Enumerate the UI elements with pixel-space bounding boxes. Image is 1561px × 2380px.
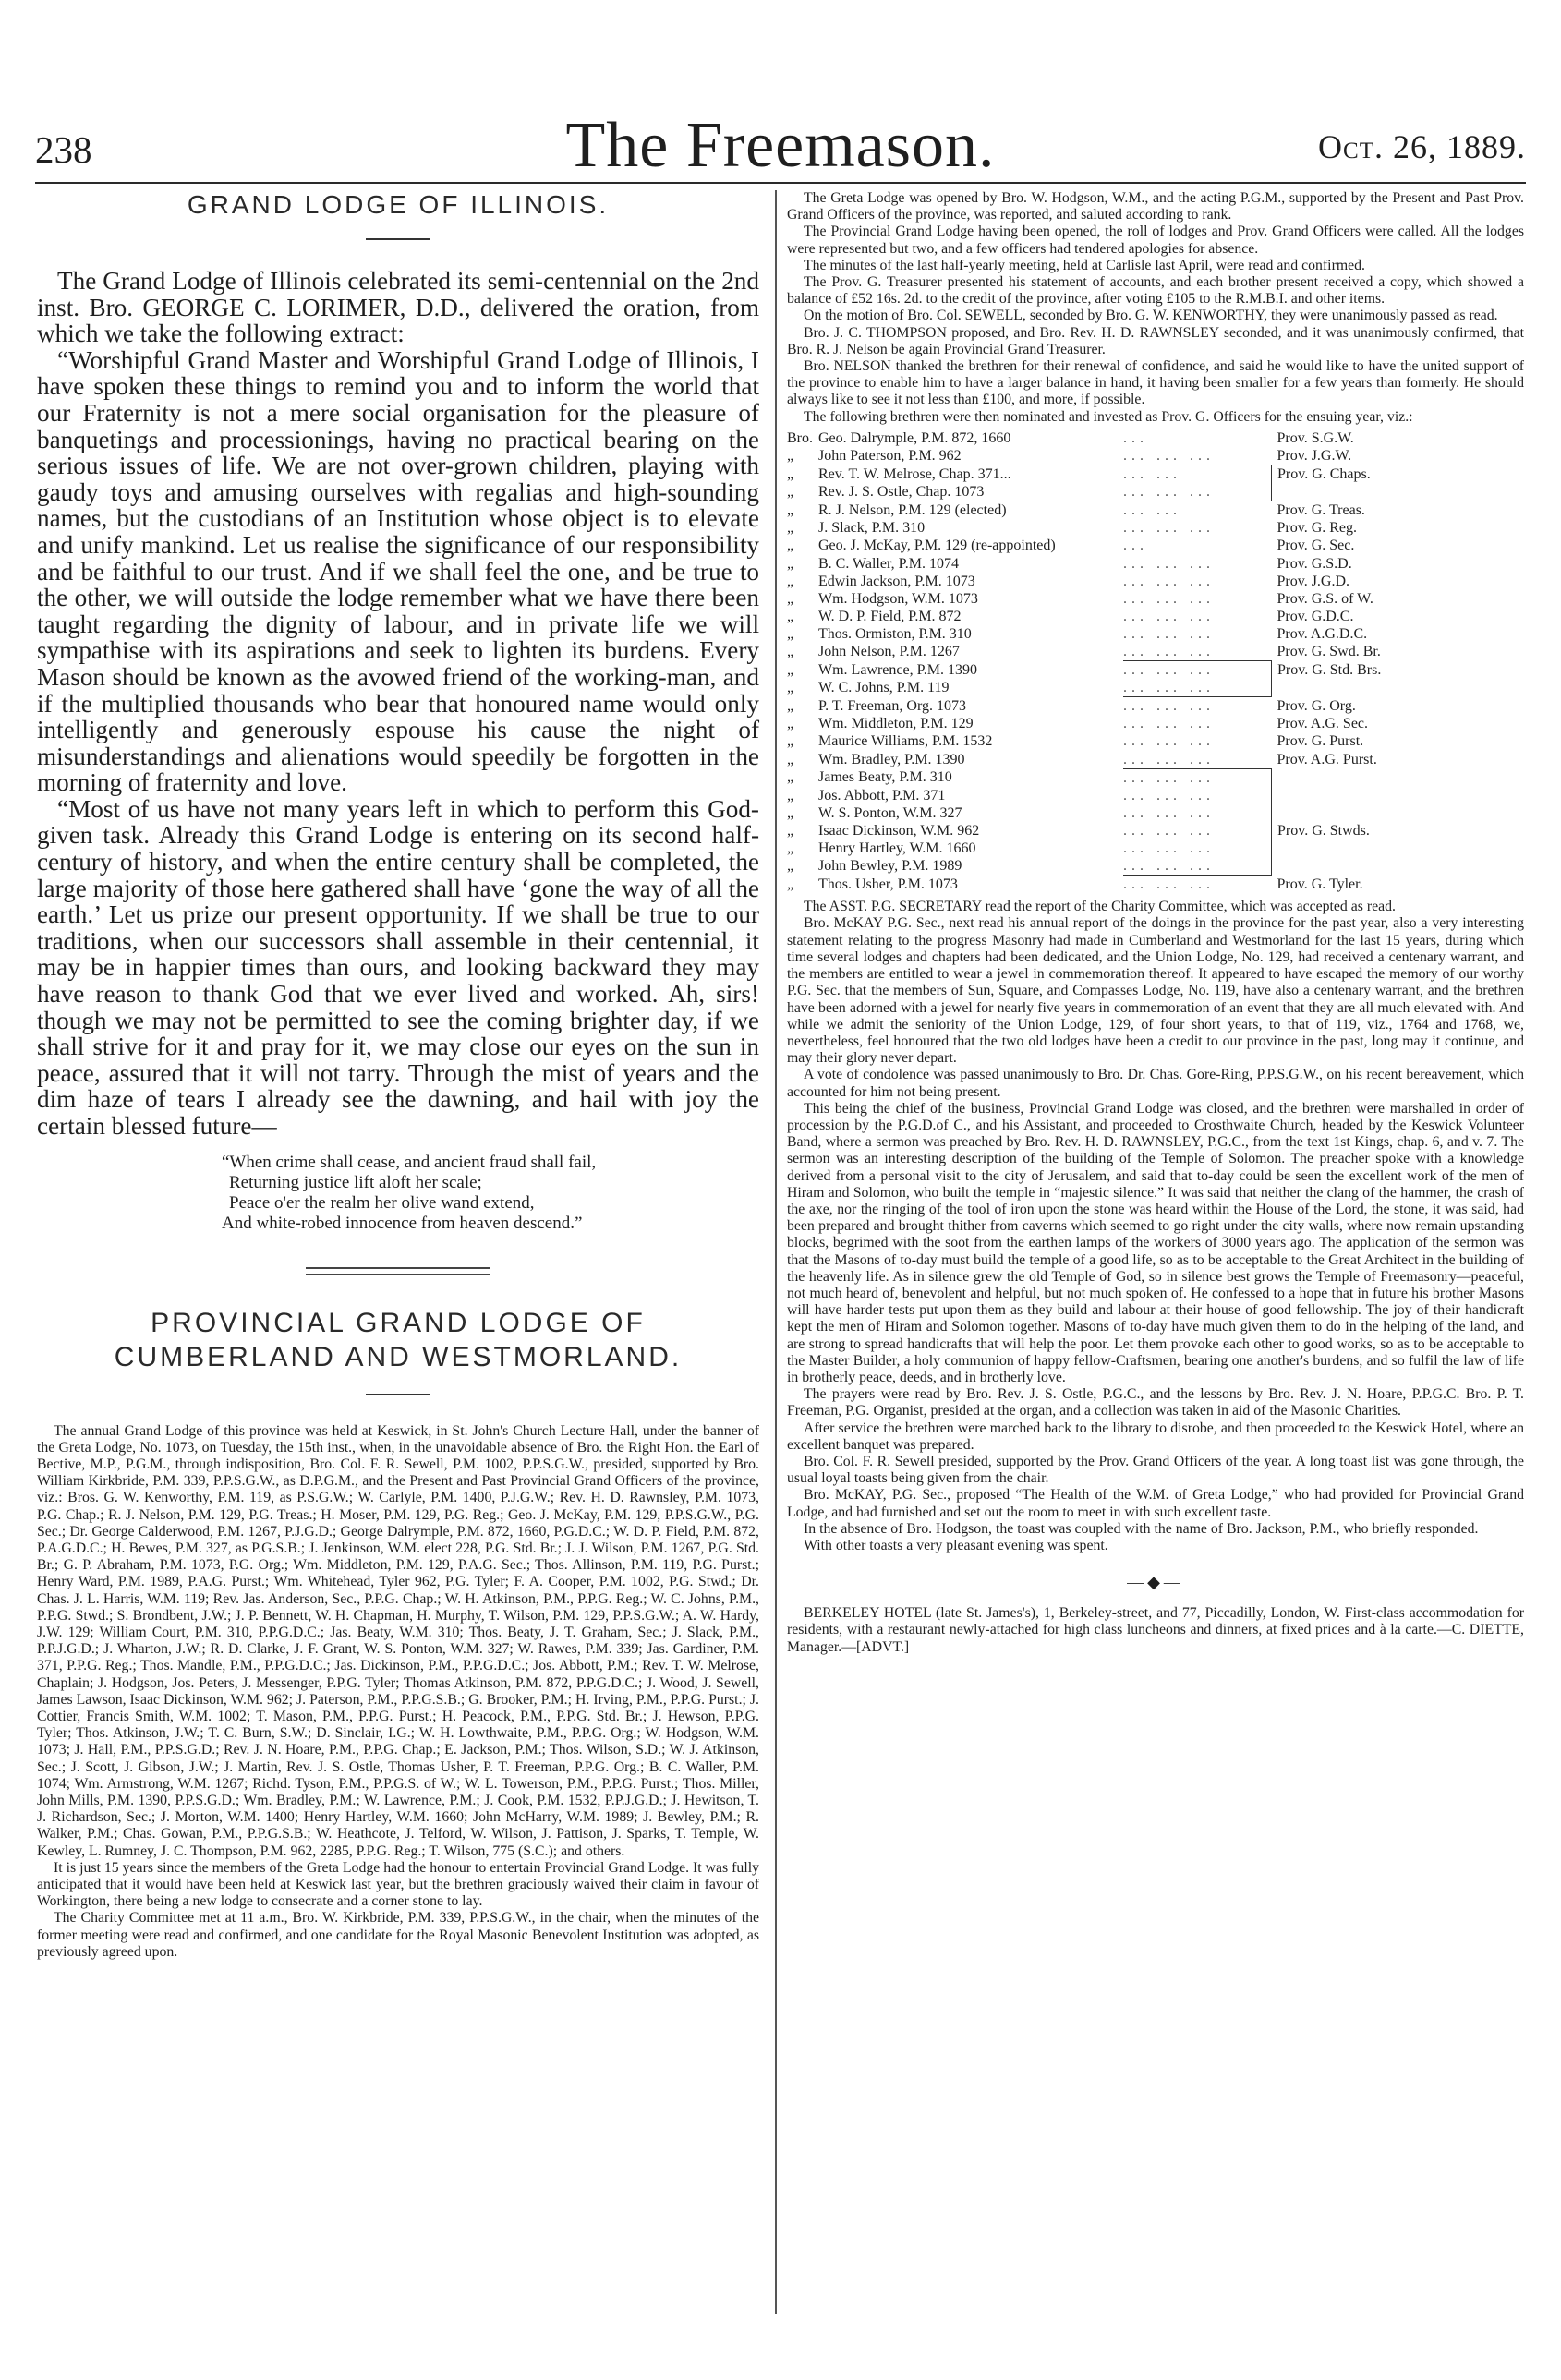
column-rule: [775, 190, 777, 2314]
leader-dots: ... ... ...: [1123, 447, 1215, 464]
officer-prefix: „: [787, 769, 794, 786]
article-paragraph: “Most of us have not many years left in which to perform this God-given task. Already this Grand Lodge is entering on its second half-century of history, and when the entire century shall be completed, the large majority of those here gathered shall have ‘gone the way of all the earth.’ Let us prize our present opportunity. If we shall be true to our traditions, when our successors shall assemble in their centennial, it may be in happier times than ours, and looking backward they may have reason to thank God that we ever lived and worked. Ah, sirs! though we may not be permitted to see the coming brighter day, if we shall strive for it and pray for it, we may close our eyes on the sun in peace, assured that it will not tarry. Through the mist of years and the dim haze of tears I already see the dawning, and hail with joy the certain blessed future—: [37, 794, 759, 1140]
officer-office: Prov. G. Treas.: [1277, 501, 1365, 518]
verse-line: Returning justice lift aloft her scale;: [229, 1172, 482, 1192]
officer-row: [787, 697, 1524, 716]
officer-row: [787, 715, 1524, 732]
officer-name: Wm. Lawrence, P.M. 1390: [818, 661, 977, 678]
officer-row: [787, 822, 1524, 840]
cumberland-article-body-right: [787, 190, 1524, 426]
officer-prefix: „: [787, 840, 794, 856]
article-paragraph: The Charity Committee met at 11 a.m., Bro. W. Kirkbride, P.M. 339, P.P.S.G.W., in the chair, when the minutes of the former meeting were read and confirmed, and one candidate for the Royal Masonic Benevolent Institution was adopted, as previously agreed upon.: [37, 1910, 759, 1960]
newspaper-title: The Freemason.: [565, 110, 996, 181]
article-paragraph: Bro. J. C. THOMPSON proposed, and Bro. Rev. H. D. RAWNSLEY seconded, and it was unanimously confirmed, that Bro. R. J. Nelson be again Provincial Grand Treasurer.: [787, 324, 1524, 357]
verse-line: And white-robed innocence from heaven descend.”: [222, 1213, 583, 1233]
heading-rule: [366, 1394, 430, 1395]
officer-name: Jos. Abbott, P.M. 371: [818, 787, 946, 803]
article-paragraph: In the absence of Bro. Hodgson, the toast was coupled with the name of Bro. Jackson, P.M., who briefly responded.: [804, 1520, 1479, 1537]
officer-prefix: „: [787, 698, 794, 714]
article-paragraph: After service the brethren were marched back to the library to disrobe, and then proceeded to the Keswick Hotel, where an excellent banquet was prepared.: [787, 1420, 1524, 1453]
officer-office: Prov. A.G. Sec.: [1277, 716, 1369, 732]
officer-name: W. S. Ponton, W.M. 327: [818, 804, 962, 821]
officer-name: John Bewley, P.M. 1989: [818, 858, 962, 875]
officer-name: Wm. Hodgson, W.M. 1073: [818, 590, 978, 607]
officer-office: [1272, 857, 1525, 876]
officer-row: [787, 501, 1524, 520]
officer-prefix: „: [787, 573, 794, 589]
officer-row: [787, 804, 1524, 822]
officer-office: Prov. S.G.W.: [1277, 429, 1354, 446]
article-heading-cumberland-line1: PROVINCIAL GRAND LODGE OF: [151, 1307, 646, 1338]
article-paragraph: “Worshipful Grand Master and Worshipful Grand Lodge of Illinois, I have spoken these things to remind you and to inform the world that our Fraternity is not a mere social organisation for the pleasure of banquetings and processionings, having no practical bearing on the serious issues of life. We are not over-grown children, playing with gaudy toys and amusing ourselves with regalias and high-sounding names, but the custodians of an Institution whose object is to elevate and unify mankind. Let us realise the significance of our responsibility and be faithful to our trust. And if we shall feel the one, and be true to the other, we will outside the lodge remember what we have there been taught regarding the dignity of labour, and in private life we will sympathise with its aspirations and seek to lighten its burdens. Every Mason should be known as the avowed friend of the working-man, and if the multiplied thousands who bear that honoured name would only intelligently and generously espouse his cause the night of misunderstandings and alienations would speedily be forgotten in the morning of fraternity and love.: [37, 345, 759, 797]
cumberland-article-body-left: [37, 1423, 759, 1962]
leader-dots: ... ... ...: [1123, 555, 1215, 572]
masthead-rule: [35, 182, 1526, 184]
article-paragraph: The annual Grand Lodge of this province was held at Keswick, in St. John's Church Lecture Hall, under the banner of the Greta Lodge, No. 1073, on Tuesday, the 15th inst., when, in the unavoidable absence of Bro. the Right Hon. the Earl of Bective, M.P., P.G.M., through indisposition, Bro. Col. F. R. Sewell, P.M. 1002, P.P.S.G.W., presided, supported by Bro. William Kirkbride, P.M. 339, P.P.S.G.W., as D.P.G.M., and the Present and Past Provincial Grand Officers of the province, viz.: Bros. G. W. Kenworthy, P.M. 119, as P.S.G.W.; W. Carlyle, P.M. 1400, P.J.G.W.; Rev. H. D. Rawnsley, P.M. 1073, P.G. Chap.; R. J. Nelson, P.M. 129, P.G. Treas.; H. Moser, P.M. 129, P.G. Reg.; Geo. J. McKay, P.M. 129, P.P.S.G.W., P.G. Sec.; Dr. George Calderwood, P.M. 1267, P.J.G.D.; George Dalrymple, P.M. 872, 1660, P.G.D.C.; W. D. P. Field, P.M. 872, P.A.G.D.C.; H. Bewes, P.M. 327, as P.G.S.B.; J. Jenkinson, W.M. elect 228, P.G. Std. Br.; J. J. Wilson, P.M. 1267, P.G. Std. Br.; G. P. Abraham, P.M. 1073, P.G. Org.; Wm. Middleton, P.M. 129, P.A.G. Sec.; Thos. Allinson, P.M. 119, P.G. Purst.; Henry Ward, P.M. 1989, P.A.G. Purst.; Wm. Whitehead, Tyler 962, P.G. Tyler; F. A. Cooper, P.M. 1002, P.G. Stwd.; Dr. Chas. J. L. Harris, W.M. 119; Rev. Jas. Anderson, Sec., P.P.G. Chap.; W. H. Atkinson, P.M., P.P.G. Reg.; W. C. Johns, P.M., P.P.G. Stwd.; S. Brondbent, J.W.; J. P. Bennett, W. H. Chapman, H. Murphy, T. Wilson, P.M. 129, P.P.S.G.W.; A. W. Hardy, J.W. 129; William Court, P.M. 310, P.P.G.D.C.; Jas. Beaty, W.M. 310; Thos. Beaty, J. T. Graham, Sec.; J. Slack, P.M., P.P.J.G.D.; J. Wharton, J.W.; R. D. Clarke, J. F. Grant, W. S. Ponton, W.M. 327; W. Rawes, P.M. 339; Jas. Gardiner, P.M. 371, P.P.G. Reg.; Thos. Mandle, P.M., P.P.G.D.C.; Jas. Dickinson, P.M., P.P.G.D.C.; Jos. Abbott, P.M.; Rev. T. W. Melrose, Chaplain; J. Hodgson, Jos. Peters, J. Messenger, P.P.G. Tyler; Thomas Atkinson, P.M. 872, P.P.G.D.C.; J. Wood, J. Sewell, James Lawson, Isaac Dickinson, W.M. 962; J. Paterson, P.M., P.P.G.S.B.; G. Brooker, P.M.; H. Irving, P.M., P.P.G. Purst.; J. Cottier, Francis Smith, W.M. 1002; T. Mason, P.M., P.P.G. Purst.; H. Peacock, P.M., P.P.G. Std. Br.; J. Hewson, P.P.G. Tyler; Thos. Atkinson, J.W.; T. C. Burn, S.W.; D. Sinclair, I.G.; W. H. Lowthwaite, P.M., P.P.G. Org.; W. Hodgson, W.M. 1073; J. Hall, P.M., P.P.S.G.D.; Rev. J. N. Hoare, P.M., P.P.G. Chap.; E. Jackson, P.M.; Thos. Wilson, S.D.; W. J. Atkinson, Sec.; J. Scott, J. Gibson, J.W.; J. Martin, Rev. J. S. Ostle, Thomas Usher, P. T. Freeman, P.P.G. Org.; B. C. Waller, P.M. 1074; Wm. Armstrong, W.M. 1267; Richd. Tyson, P.M., P.P.G.S. of W.; W. L. Towerson, P.M., P.P.G. Purst.; Thos. Miller, John Mills, P.M. 1390, P.P.S.G.D.; Wm. Bradley, P.M.; W. Lawrence, P.M.; J. Cook, P.M. 1532, P.P.J.G.D.; J. Hewitson, T. J. Richardson, Sec.; J. Morton, W.M. 1400; Henry Hartley, W.M. 1660; John McHarry, W.M. 1989; J. Bewley, P.M.; R. Walker, P.M.; Chas. Gowan, P.M., P.P.G.S.B.; W. Heathcote, J. Telford, W. Wilson, J. Pattison, J. Sparks, T. Temple, W. Kewley, L. Rumney, J. C. Thompson, P.M. 962, 2285, P.P.G. Reg.; T. Wilson, 775 (S.C.); and others.: [37, 1422, 759, 1859]
leader-dots: ... ... ...: [1123, 643, 1215, 659]
officer-prefix: „: [787, 733, 794, 750]
article-paragraph: A vote of condolence was passed unanimously to Bro. Dr. Chas. Gore-Ring, P.P.S.G.W., on his recent bereavement, which accounted for him not being present.: [787, 1067, 1524, 1100]
officer-prefix: „: [787, 858, 794, 875]
officer-prefix: „: [787, 555, 794, 572]
officer-office: Prov. G.S.D.: [1277, 555, 1352, 572]
officer-office: Prov. G. Chaps.: [1277, 465, 1371, 482]
officer-office: Prov. G. Sec.: [1277, 538, 1355, 554]
officer-prefix: „: [787, 608, 794, 624]
officer-row: [787, 751, 1524, 769]
officer-office: [1272, 840, 1525, 857]
officer-name: Geo. J. McKay, P.M. 129 (re-appointed): [818, 538, 1056, 554]
leader-dots: ... ... ...: [1123, 822, 1272, 840]
officer-row: [787, 661, 1524, 680]
article-paragraph: The Prov. G. Treasurer presented his statement of accounts, and each brother present received a copy, which showed a balance of £52 16s. 2d. to the credit of the province, after voting £105 to the R.M.B.I. and other items.: [787, 274, 1524, 308]
heading-rule: [366, 238, 430, 240]
officer-row: [787, 840, 1524, 857]
leader-dots: ... ... ...: [1123, 520, 1215, 537]
officer-row: [787, 429, 1524, 447]
officer-prefix: „: [787, 751, 794, 767]
leader-dots: ... ... ...: [1123, 679, 1272, 697]
leader-dots: ... ... ...: [1123, 751, 1215, 767]
article-paragraph: Bro. McKAY, P.G. Sec., proposed “The Health of the W.M. of Greta Lodge,” who had provided for Provincial Grand Lodge, and had furnished and set out the room to meet in with such excellent taste.: [787, 1487, 1524, 1520]
article-paragraph: The Grand Lodge of Illinois celebrated its semi-centennial on the 2nd inst. Bro. GEORGE C. LORIMER, D.D., delivered the oration, from which we take the following extract:: [37, 267, 759, 348]
leader-dots: ... ... ...: [1123, 573, 1215, 589]
officer-row: [787, 465, 1524, 484]
officer-office: Prov. G. Purst.: [1277, 733, 1364, 750]
article-paragraph: The Greta Lodge was opened by Bro. W. Hodgson, W.M., and the acting P.G.M., supported by the Present and Past Prov. Grand Officers of the province, was reported, and saluted according to rank.: [787, 190, 1524, 224]
officer-prefix: „: [787, 484, 794, 501]
officer-name: Henry Hartley, W.M. 1660: [818, 840, 976, 856]
officer-row: [787, 787, 1524, 804]
officer-prefix: „: [787, 644, 794, 660]
officer-row: [787, 857, 1524, 876]
officer-row: [787, 447, 1524, 465]
leader-dots: ... ... ...: [1123, 716, 1215, 732]
officer-name: W. C. Johns, P.M. 119: [818, 680, 950, 696]
leader-dots: ... ... ...: [1123, 661, 1272, 680]
officer-row: [787, 732, 1524, 750]
officer-name: Thos. Usher, P.M. 1073: [818, 876, 958, 892]
masthead: [35, 100, 1526, 181]
officer-prefix: „: [787, 465, 794, 482]
leader-dots: ... ... ...: [1123, 857, 1272, 876]
officer-prefix: „: [787, 538, 794, 554]
officer-row: [787, 573, 1524, 590]
verse-line: Peace o'er the realm her olive wand extend,: [229, 1192, 535, 1213]
officer-name: P. T. Freeman, Org. 1073: [818, 698, 966, 714]
section-divider: [306, 1267, 490, 1275]
leader-dots: ... ... ...: [1123, 840, 1272, 857]
officer-row: [787, 519, 1524, 537]
article-paragraph: Bro. Col. F. R. Sewell presided, supported by the Prov. Grand Officers of the year. A long toast list was gone through, the usual loyal toasts being given from the chair.: [787, 1453, 1524, 1487]
leader-dots: ... ...: [1123, 465, 1272, 484]
officer-prefix: „: [787, 625, 794, 642]
officer-office: [1272, 804, 1525, 822]
ornament-divider: —◆—: [1127, 1573, 1184, 1592]
leader-dots: ... ... ...: [1123, 733, 1215, 750]
article-paragraph: The Provincial Grand Lodge having been opened, the roll of lodges and Prov. Grand Officers were called. All the lodges were represented but two, and a few officers had tendered apologies for absence.: [787, 224, 1524, 257]
cumberland-article-body-right-continued: [787, 899, 1524, 1554]
officer-name: W. D. P. Field, P.M. 872: [818, 608, 962, 624]
officer-office: Prov. G. Swd. Br.: [1277, 644, 1381, 660]
officer-prefix: „: [787, 448, 794, 465]
leader-dots: ... ... ...: [1123, 483, 1272, 501]
officer-prefix: „: [787, 520, 794, 537]
officer-row: [787, 625, 1524, 643]
officer-name: James Beaty, P.M. 310: [818, 769, 952, 786]
page-number: 238: [35, 128, 92, 171]
leader-dots: ... ... ...: [1123, 804, 1272, 822]
officer-prefix: „: [787, 661, 794, 678]
officer-name: Maurice Williams, P.M. 1532: [818, 733, 993, 750]
article-paragraph: This being the chief of the business, Provincial Grand Lodge was closed, and the brethren were marshalled in order of procession by the P.G.D.of C., and his Assistant, and proceeded to Crosthwaite Church, headed by the Keswick Volunteer Band, where a sermon was preached by Bro. Rev. H. D. RAWNSLEY, P.G.C., from the text 1st Kings, chap. 6, and v. 7. The sermon was an interesting description of the building of the Temple of Solomon. The preacher spoke with a knowledge derived from a personal visit to the city of Jerusalem, and said that to-day could be seen the excellent work of the men of Hiram and Solomon, who built the temple in “majestic silence.” It was said that neither the clang of the hammer, the crash of the axe, nor the ringing of the tool of iron upon the stone was heard within the House of the Lord, the stone, it was said, had been prepared and brought thither from caverns which seemed to go right under the city walls, where now remain upstanding blocks, begrimed with the soot from the earthen lamps of the workers of 3000 years ago. The application of the sermon was that the Masons of to-day must build the temple of a good life, so as to be acceptable to the Great Architect in the building of the heavenly life. As in silence grew the old Temple of God, so in silence best grows the Temple of Freemasonry—peaceful, not much heard of, benevolent and helpful, but not much spoken of. He confessed to a hope that in future his brother Masons will have harder tests put upon them as they build and labour at their house of good fellowship. The joy of their handicraft kept the men of Hiram and Solomon together. Masons of to-day have much given them to do in the helping of the land, and are strong to spread handicrafts that will help the poor. Let them provoke each other to good works, so as to be acceptable to the Master Builder, a holy communion of happy fellow-Craftsmen, bearing one another's burdens, and so fulfil the law of life in brotherly peace, deeds, and in brotherly love.: [787, 1100, 1524, 1385]
leader-dots: ... ... ...: [1123, 787, 1272, 804]
advert-text: BERKELEY HOTEL (late St. James's), 1, Berkeley-street, and 77, Piccadilly, London, W. First-class accommodation for residents, with a restaurant newly-attached for high class luncheons and dinners, at fixed prices and à la carte.—C. DIETTE, Manager.—[ADVT.]: [787, 1605, 1524, 1655]
officer-row: [787, 876, 1524, 894]
officer-office: Prov. G. Reg.: [1277, 520, 1358, 537]
officer-office: Prov. A.G.D.C.: [1277, 625, 1368, 642]
officer-name: Rev. J. S. Ostle, Chap. 1073: [818, 484, 985, 501]
officer-office: Prov. G. Stwds.: [1277, 822, 1370, 839]
article-paragraph: The following brethren were then nominated and invested as Prov. G. Officers for the ensuing year, viz.:: [804, 408, 1413, 425]
article-paragraph: With other toasts a very pleasant evening was spent.: [804, 1538, 1108, 1553]
officer-row: [787, 679, 1524, 697]
leader-dots: ... ... ...: [1123, 698, 1215, 715]
officer-office: Prov. G. Tyler.: [1277, 876, 1363, 892]
officer-row: [787, 608, 1524, 625]
officer-name: R. J. Nelson, P.M. 129 (elected): [818, 501, 1007, 518]
article-paragraph: The prayers were read by Bro. Rev. J. S. Ostle, P.G.C., and the lessons by Bro. Rev. J. N. Hoare, P.P.G.C. Bro. P. T. Freeman, P.G. Organist, presided at the organ, and a collection was taken in aid of the Masonic Charities.: [787, 1386, 1524, 1420]
officer-office: [1272, 679, 1525, 697]
officer-prefix: „: [787, 680, 794, 696]
officer-prefix: „: [787, 716, 794, 732]
leader-dots: ... ... ...: [1123, 608, 1215, 624]
officer-office: Prov. G.S. of W.: [1277, 590, 1373, 607]
officers-table: [787, 429, 1524, 893]
officer-office: [1272, 483, 1525, 501]
officer-office: [1272, 768, 1525, 787]
officer-name: Isaac Dickinson, W.M. 962: [818, 822, 980, 839]
verse-quotation: [222, 1153, 759, 1234]
leader-dots: ...: [1123, 429, 1148, 446]
advertisement: [787, 1605, 1524, 1656]
article-heading-illinois: GRAND LODGE OF ILLINOIS.: [187, 190, 610, 219]
leader-dots: ... ... ...: [1123, 768, 1272, 787]
article-paragraph: Bro. NELSON thanked the brethren for their renewal of confidence, and said he would like to have the united support of the province to enable him to have a larger balance in hand, it having been smaller for a few years than formerly. He should always like to see it not less than £100, and more, if possible.: [787, 358, 1524, 408]
leader-dots: ... ... ...: [1123, 590, 1215, 607]
officer-name: Geo. Dalrymple, P.M. 872, 1660: [818, 429, 1011, 446]
officer-name: John Paterson, P.M. 962: [818, 448, 962, 465]
article-paragraph: Bro. McKAY P.G. Sec., next read his annual report of the doings in the province for the past year, also a very interesting statement relating to the progress Masonry had made in Cumberland and Westmorland for the last 15 years, during which time several lodges and chapters had been dedicated, and the Union Lodge, No. 129, had received a centenary warrant, and the members are entitled to wear a jewel in commemoration thereof. It appeared to have escaped the memory of our worthy P.G. Sec. that the members of Sun, Square, and Compasses Lodge, No. 119, have also a centenary warrant, and the brethren have been adorned with a jewel for nearly five years in commemoration of an event that they are all much elevated with. And while we admit the seniority of the Union Lodge, 129, of four short years, to that of 119, viz., 1764 and 1768, we, nevertheless, feel honoured that the two old lodges have been a credit to our province in the past, long may it continue, and may their glory never depart.: [787, 915, 1524, 1067]
officer-office: Prov. G.D.C.: [1277, 608, 1354, 624]
article-heading-cumberland-line2: CUMBERLAND AND WESTMORLAND.: [114, 1342, 683, 1373]
officer-office: Prov. A.G. Purst.: [1277, 751, 1377, 767]
illinois-article-body: [37, 268, 759, 1140]
officer-row: [787, 643, 1524, 661]
leader-dots: ... ...: [1123, 502, 1181, 519]
officer-row: [787, 483, 1524, 501]
left-column: [37, 190, 759, 1961]
officer-office: Prov. J.G.W.: [1277, 448, 1352, 465]
officer-name: Edwin Jackson, P.M. 1073: [818, 573, 975, 589]
officer-name: John Nelson, P.M. 1267: [818, 644, 960, 660]
article-paragraph: It is just 15 years since the members of the Greta Lodge had the honour to entertain Provincial Grand Lodge. It was fully anticipated that it would have been held at Keswick last year, but the brethren graciously waived their claim in favour of Workington, there being a new lodge to consecrate and a corner stone to lay.: [37, 1859, 759, 1910]
officer-row: [787, 768, 1524, 787]
officer-name: Wm. Bradley, P.M. 1390: [818, 751, 965, 767]
issue-date: Oct. 26, 1889.: [1318, 128, 1526, 165]
officer-prefix: Bro.: [787, 429, 813, 446]
officer-office: Prov. J.G.D.: [1277, 573, 1350, 589]
right-column: [787, 190, 1524, 1656]
officer-name: Thos. Ormiston, P.M. 310: [818, 625, 972, 642]
officer-prefix: „: [787, 501, 794, 518]
article-paragraph: The minutes of the last half-yearly meeting, held at Carlisle last April, were read and confirmed.: [804, 257, 1365, 273]
officer-name: Wm. Middleton, P.M. 129: [818, 716, 974, 732]
leader-dots: ... ... ...: [1123, 625, 1215, 642]
officer-office: Prov. G. Org.: [1277, 698, 1356, 714]
officer-row: [787, 590, 1524, 608]
officer-prefix: „: [787, 804, 794, 821]
officer-row: [787, 555, 1524, 573]
officer-prefix: „: [787, 787, 794, 803]
officer-office: [1272, 787, 1525, 804]
officer-name: Rev. T. W. Melrose, Chap. 371...: [818, 465, 1011, 482]
officer-name: J. Slack, P.M. 310: [818, 520, 926, 537]
article-paragraph: On the motion of Bro. Col. SEWELL, seconded by Bro. G. W. KENWORTHY, they were unanimously passed as read.: [804, 308, 1498, 324]
verse-line: “When crime shall cease, and ancient fraud shall fail,: [222, 1152, 597, 1172]
officer-row: [787, 537, 1524, 554]
officer-prefix: „: [787, 590, 794, 607]
article-paragraph: The ASST. P.G. SECRETARY read the report of the Charity Committee, which was accepted as read.: [804, 899, 1396, 915]
leader-dots: ... ... ...: [1123, 876, 1215, 893]
officer-office: Prov. G. Std. Brs.: [1277, 661, 1382, 678]
officer-name: B. C. Waller, P.M. 1074: [818, 555, 960, 572]
officer-prefix: „: [787, 822, 794, 839]
leader-dots: ...: [1123, 538, 1148, 554]
officer-prefix: „: [787, 876, 794, 892]
